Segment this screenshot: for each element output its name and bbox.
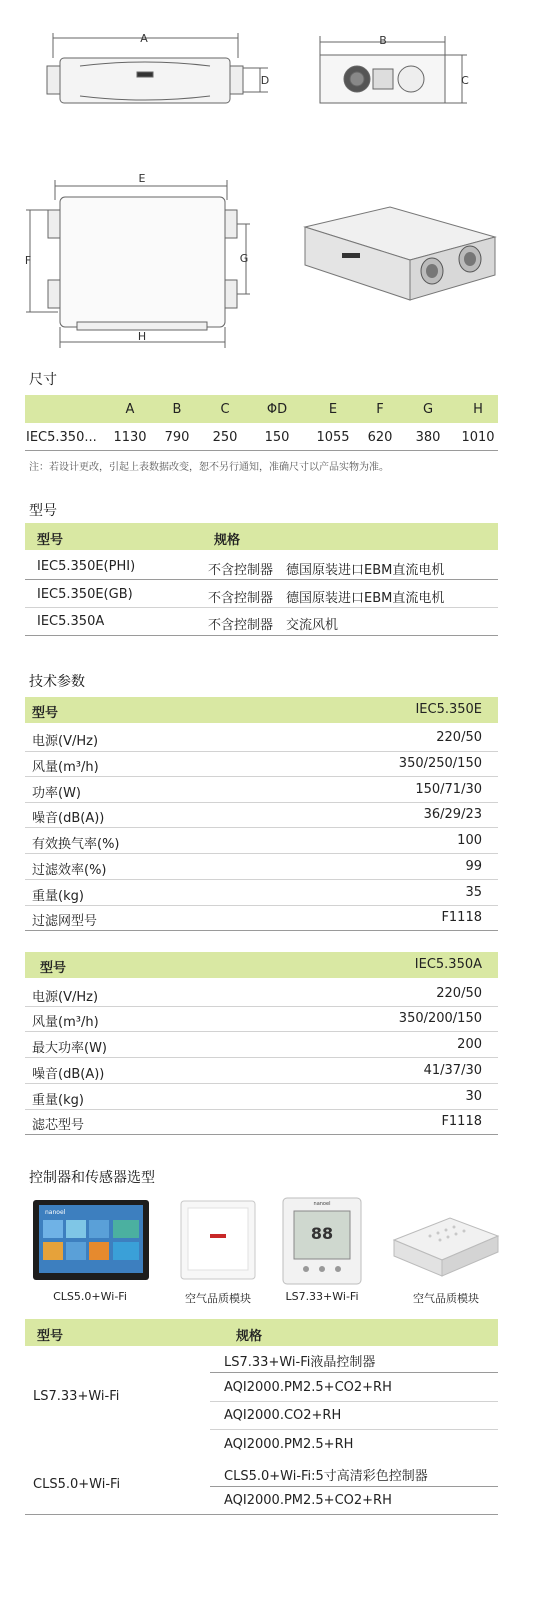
spec-value: 35 bbox=[465, 885, 482, 900]
dim-label-h: H bbox=[137, 330, 147, 343]
dim-label-g: G bbox=[239, 252, 249, 265]
spec-label: 电源(V/Hz) bbox=[32, 734, 99, 749]
dim-header-b: B bbox=[172, 402, 182, 417]
divider bbox=[25, 776, 498, 777]
divider bbox=[25, 1057, 498, 1058]
divider bbox=[25, 853, 498, 854]
models-row-controller: 不含控制器 bbox=[208, 618, 274, 633]
spec-value: 220/50 bbox=[436, 730, 482, 745]
spec-label: 风量(m³/h) bbox=[32, 760, 99, 775]
models-row-controller: 不含控制器 bbox=[208, 591, 274, 606]
models-row-desc: 德国原装进口EBM直流电机 bbox=[286, 563, 445, 578]
dim-header-a: A bbox=[125, 402, 135, 417]
spec-label: 过滤效率(%) bbox=[32, 863, 107, 878]
dim-header-e: E bbox=[328, 402, 338, 417]
dim-row-model: IEC5.350... bbox=[26, 430, 97, 445]
dim-header-f: F bbox=[376, 402, 384, 417]
cls5-brand-text: nanoel bbox=[45, 1209, 66, 1216]
divider bbox=[25, 450, 498, 451]
divider bbox=[25, 579, 498, 580]
controllers-spec: AQI2000.PM2.5+CO2+RH bbox=[224, 1493, 392, 1508]
ls733-brand-text: nanoel bbox=[313, 1201, 331, 1207]
divider bbox=[25, 751, 498, 752]
controllers-spec: AQI2000.CO2+RH bbox=[224, 1408, 342, 1423]
spec-label: 噪音(dB(A)) bbox=[32, 1067, 105, 1082]
spec-label: 重量(kg) bbox=[32, 889, 84, 904]
models-row-model: IEC5.350E(GB) bbox=[37, 587, 133, 602]
divider bbox=[25, 1083, 498, 1084]
divider bbox=[25, 827, 498, 828]
side-view-drawing bbox=[315, 30, 475, 110]
controllers-title: 控制器和传感器选型 bbox=[29, 1170, 155, 1186]
spec-label: 有效换气率(%) bbox=[32, 837, 120, 852]
dim-value-a: 1130 bbox=[113, 430, 147, 445]
models-title: 型号 bbox=[29, 503, 57, 519]
controllers-spec: CLS5.0+Wi-Fi:5寸高清彩色控制器 bbox=[224, 1469, 428, 1484]
product-caption: CLS5.0+Wi-Fi bbox=[53, 1290, 127, 1303]
dim-header-d: ΦD bbox=[266, 402, 288, 417]
divider bbox=[210, 1429, 498, 1430]
models-header-model: 型号 bbox=[37, 533, 64, 548]
spec-value: 36/29/23 bbox=[423, 807, 482, 822]
dim-label-b: B bbox=[379, 34, 387, 47]
divider bbox=[25, 1006, 498, 1007]
controllers-header-spec: 规格 bbox=[236, 1329, 263, 1344]
spec-value: 150/71/30 bbox=[415, 782, 482, 797]
spec-label: 电源(V/Hz) bbox=[32, 990, 99, 1005]
spec-value: 99 bbox=[465, 859, 482, 874]
divider bbox=[210, 1401, 498, 1402]
divider bbox=[25, 802, 498, 803]
dim-value-c: 250 bbox=[212, 430, 238, 445]
spec-value: F1118 bbox=[441, 1114, 482, 1129]
product-caption: 空气品质模块 bbox=[185, 1292, 251, 1305]
dim-header-g: G bbox=[422, 402, 434, 417]
divider bbox=[25, 930, 498, 931]
divider bbox=[25, 1134, 498, 1135]
product-caption: LS7.33+Wi-Fi bbox=[285, 1290, 359, 1303]
front-view-drawing bbox=[40, 28, 270, 118]
dim-header-c: C bbox=[220, 402, 230, 417]
spec-label: 风量(m³/h) bbox=[32, 1015, 99, 1030]
dim-value-e: 1055 bbox=[316, 430, 350, 445]
divider bbox=[25, 879, 498, 880]
spec-value: F1118 bbox=[441, 910, 482, 925]
cls5-controller-image bbox=[33, 1200, 149, 1282]
spec-value: 41/37/30 bbox=[423, 1063, 482, 1078]
air-quality-module-box-image bbox=[390, 1210, 502, 1282]
spec-label: 最大功率(W) bbox=[32, 1041, 107, 1056]
ls733-controller-image bbox=[282, 1197, 362, 1285]
dim-label-e: E bbox=[138, 172, 146, 185]
models-row-desc: 德国原装进口EBM直流电机 bbox=[286, 591, 445, 606]
dim-label-f: F bbox=[24, 254, 32, 267]
models-header-spec: 规格 bbox=[214, 533, 241, 548]
tech-table1-header-label: 型号 bbox=[32, 706, 59, 721]
spec-value: 350/200/150 bbox=[398, 1011, 482, 1026]
divider bbox=[210, 1372, 498, 1373]
controllers-spec: AQI2000.PM2.5+CO2+RH bbox=[224, 1380, 392, 1395]
divider bbox=[25, 1109, 498, 1110]
dim-value-g: 380 bbox=[415, 430, 441, 445]
dimensions-note: 注：若设计更改，引起上表数据改变，恕不另行通知，准确尺寸以产品实物为准。 bbox=[29, 462, 389, 473]
divider bbox=[25, 635, 498, 636]
spec-value: 100 bbox=[457, 833, 482, 848]
spec-value: 30 bbox=[465, 1089, 482, 1104]
air-quality-module-panel-image bbox=[180, 1200, 256, 1282]
divider bbox=[25, 607, 498, 608]
divider bbox=[25, 1031, 498, 1032]
divider bbox=[25, 905, 498, 906]
dim-value-h: 1010 bbox=[461, 430, 495, 445]
spec-label: 重量(kg) bbox=[32, 1093, 84, 1108]
dim-label-d: D bbox=[260, 74, 270, 87]
unit-isometric-image bbox=[300, 205, 500, 305]
tech-table2-header-label: 型号 bbox=[40, 961, 67, 976]
divider bbox=[210, 1486, 498, 1487]
top-view-drawing bbox=[22, 172, 252, 352]
product-caption: 空气品质模块 bbox=[413, 1292, 479, 1305]
models-row-controller: 不含控制器 bbox=[208, 563, 274, 578]
spec-value: 220/50 bbox=[436, 986, 482, 1001]
controllers-header-model: 型号 bbox=[37, 1329, 64, 1344]
models-row-model: IEC5.350A bbox=[37, 614, 105, 629]
spec-value: 200 bbox=[457, 1037, 482, 1052]
tech-title: 技术参数 bbox=[29, 674, 85, 690]
dim-label-a: A bbox=[140, 32, 148, 45]
tech-table1-header-value: IEC5.350E bbox=[415, 702, 482, 717]
dim-label-c: C bbox=[461, 74, 469, 87]
dimensions-title: 尺寸 bbox=[29, 372, 57, 388]
spec-label: 噪音(dB(A)) bbox=[32, 811, 105, 826]
controllers-group-model: CLS5.0+Wi-Fi bbox=[33, 1477, 121, 1492]
spec-label: 滤芯型号 bbox=[32, 1118, 85, 1133]
dim-value-d: 150 bbox=[264, 430, 290, 445]
controllers-group-model: LS7.33+Wi-Fi bbox=[33, 1389, 120, 1404]
models-header-bar bbox=[25, 523, 498, 550]
dim-value-f: 620 bbox=[367, 430, 393, 445]
models-row-desc: 交流风机 bbox=[286, 618, 339, 633]
controllers-spec: AQI2000.PM2.5+RH bbox=[224, 1437, 354, 1452]
dim-value-b: 790 bbox=[164, 430, 190, 445]
ls733-lcd-digits: 88 bbox=[310, 1224, 334, 1243]
divider bbox=[25, 1514, 498, 1515]
tech-table2-header-value: IEC5.350A bbox=[414, 957, 482, 972]
models-row-model: IEC5.350E(PHI) bbox=[37, 559, 136, 574]
spec-value: 350/250/150 bbox=[398, 756, 482, 771]
spec-label: 过滤网型号 bbox=[32, 914, 98, 929]
dim-header-h: H bbox=[473, 402, 483, 417]
spec-label: 功率(W) bbox=[32, 786, 81, 801]
controllers-spec: LS7.33+Wi-Fi液晶控制器 bbox=[224, 1355, 376, 1370]
